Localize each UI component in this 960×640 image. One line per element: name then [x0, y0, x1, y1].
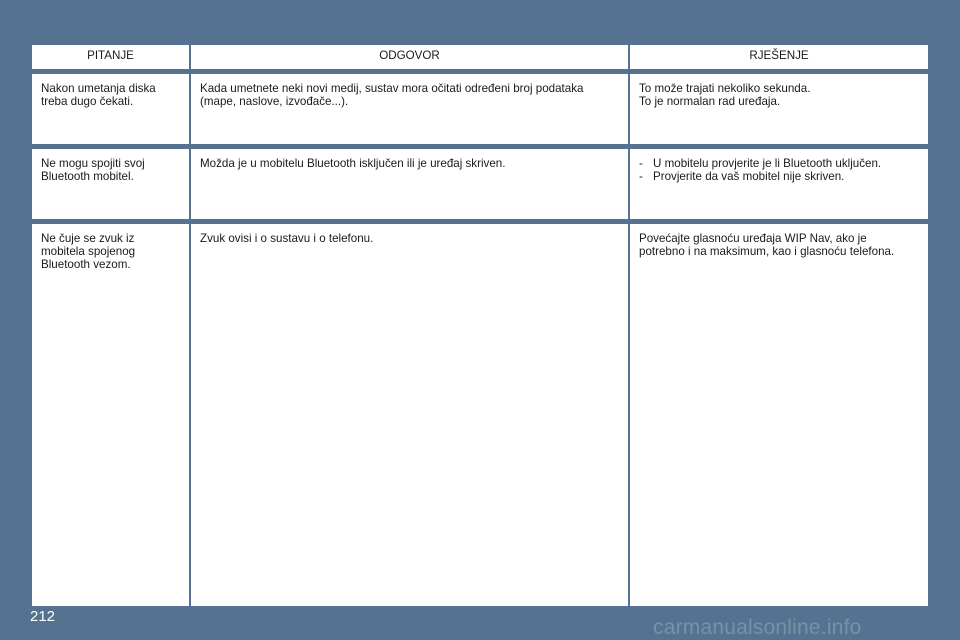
row1-solution	[630, 74, 928, 144]
header-pitanje: PITANJE	[32, 45, 189, 69]
row1-answer	[191, 74, 628, 144]
row1-question-line1: Nakon umetanja diska	[41, 82, 156, 95]
row2-solution-line2: Provjerite da vaš mobitel nije skriven.	[653, 170, 845, 183]
row1-question	[32, 74, 189, 144]
row2-question	[32, 149, 189, 219]
row1-solution-line2: To je normalan rad uređaja.	[639, 95, 781, 108]
row3-solution-line1: Povećajte glasnoću uređaja WIP Nav, ako je	[639, 232, 867, 245]
bullet-dash: -	[639, 157, 643, 170]
row3-question	[32, 224, 189, 606]
row2-question-line2: Bluetooth mobitel.	[41, 170, 134, 183]
row2-solution-item2	[639, 170, 920, 183]
row2-solution-line1: U mobitelu provjerite je li Bluetooth uključen.	[653, 157, 882, 170]
row1-answer-line1: Kada umetnete neki novi medij, sustav mora očitati određeni broj podataka	[200, 82, 584, 95]
row2-solution-item1	[639, 157, 920, 170]
row2-answer	[191, 149, 628, 219]
row2-answer-line1: Možda je u mobitelu Bluetooth isključen ili je uređaj skriven.	[200, 157, 506, 170]
row1-solution-line1: To može trajati nekoliko sekunda.	[639, 82, 811, 95]
row3-question-line3: Bluetooth vezom.	[41, 258, 131, 271]
row3-answer-line1: Zvuk ovisi i o sustavu i o telefonu.	[200, 232, 374, 245]
bullet-dash: -	[639, 170, 643, 183]
row1-question-line2: treba dugo čekati.	[41, 95, 134, 108]
row3-question-line1: Ne čuje se zvuk iz	[41, 232, 135, 245]
row1-answer-line2: (mape, naslove, izvođače...).	[200, 95, 349, 108]
row3-solution	[630, 224, 928, 606]
row2-solution	[630, 149, 928, 219]
row2-question-line1: Ne mogu spojiti svoj	[41, 157, 145, 170]
row3-answer	[191, 224, 628, 606]
watermark: carmanualsonline.info	[653, 616, 862, 639]
header-rjesenje: RJEŠENJE	[630, 45, 928, 69]
page-number: 212	[30, 608, 56, 625]
row3-question-line2: mobitela spojenog	[41, 245, 136, 258]
row3-solution-line2: potrebno i na maksimum, kao i glasnoću telefona.	[639, 245, 895, 258]
header-odgovor: ODGOVOR	[191, 45, 628, 69]
